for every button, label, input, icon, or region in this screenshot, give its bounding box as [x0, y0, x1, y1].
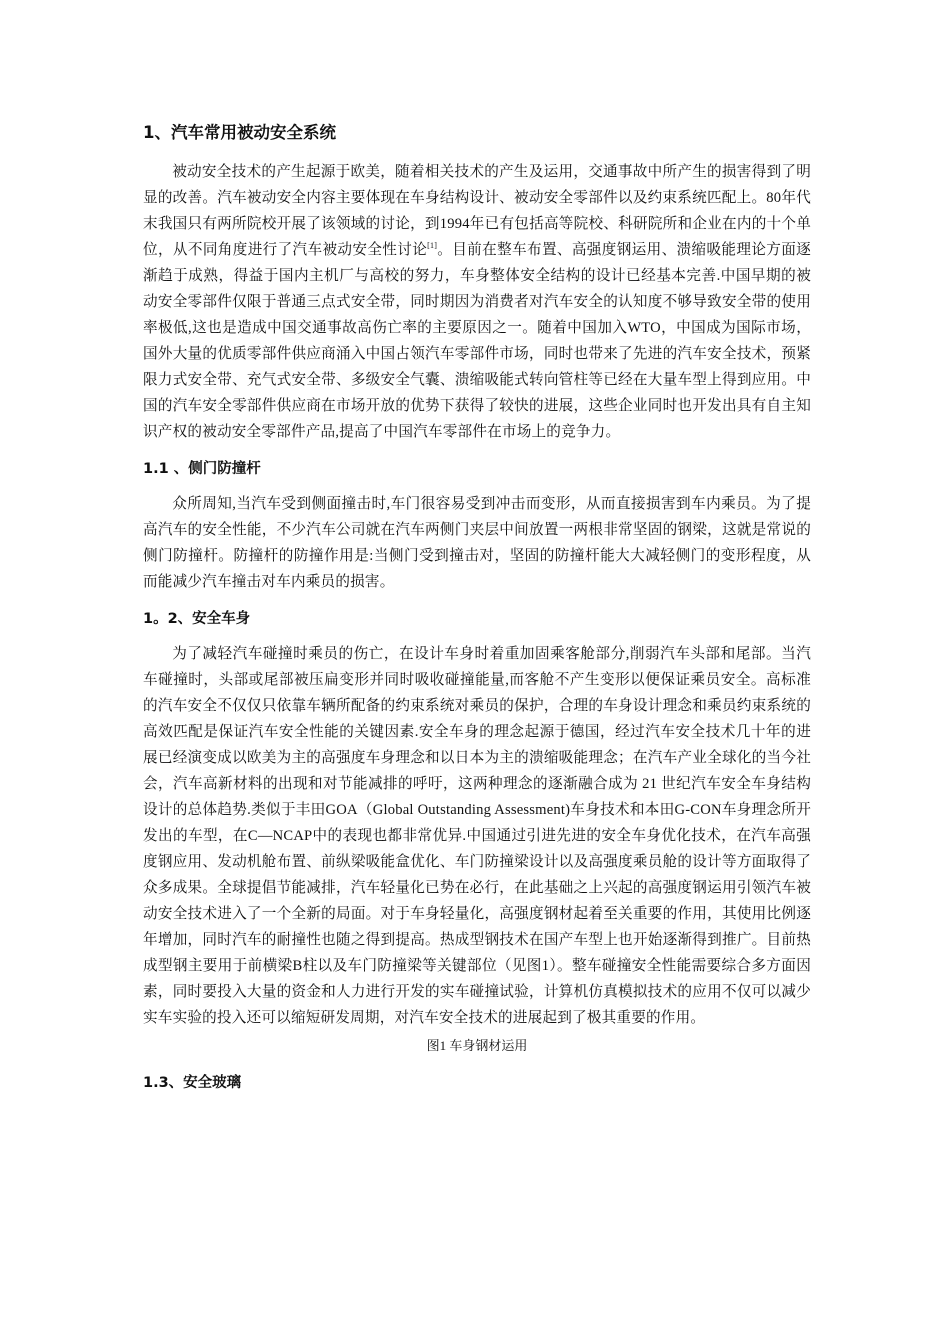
subsection-title: 1。2、安全车身 — [143, 611, 251, 627]
section-title: 1、汽车常用被动安全系统 — [143, 123, 336, 142]
body-paragraph: 为了减轻汽车碰撞时乘员的伤亡，在设计车身时着重加固乘客舱部分,削弱汽车头部和尾部。当汽车碰撞时，头部或尾部被压扁变形并同时吸收碰撞能量,而客舱不产生变形以便保证乘员安全。高标准的汽车安全不仅仅只依靠车辆所配备的约束系统对乘员的保护，合理的车身设计理念和乘员约束系统的高效匹配是保证汽车安全性能的关键因素.安全车身的理念起源于德国，经过汽车安全技术几十年的进展已经演变成以欧美为主的高强度车身理念和以日本为主的溃缩吸能理念；在汽车产业全球化的当今社会，汽车高新材料的出现和对节能减排的呼吁，这两种理念的逐渐融合成为 21 世纪汽车安全车身结构设计的总体趋势.类似于丰田GOA（Global Outstanding Assessment)车身技术和本田G-CON车身理念所开发出的车型，在C—NCAP中的表现也都非常优异.中国通过引进先进的安全车身优化技术，在汽车高强度钢应用、发动机舱布置、前纵梁吸能盒优化、车门防撞梁设计以及高强度乘员舱的设计等方面取得了众多成果。全球提倡节能减排，汽车轻量化已势在必行，在此基础之上兴起的高强度钢运用引领汽车被动安全技术进入了一个全新的局面。对于车身轻量化，高强度钢材起着至关重要的作用，其使用比例逐年增加，同时汽车的耐撞性也随之得到提高。热成型钢技术在国产车型上也开始逐渐得到推广。目前热成型钢主要用于前横梁B柱以及车门防撞梁等关键部位（见图1）。整车碰撞安全性能需要综合多方面因素，同时要投入大量的资金和人力进行开发的实车碰撞试验，计算机仿真模拟技术的应用不仅可以减少实车实验的投入还可以缩短研发周期，对汽车安全技术的进展起到了极其重要的作用。 — [143, 646, 811, 1026]
figure-caption: 图1 车身钢材运用 — [426, 1038, 528, 1053]
citation-reference: [1] — [427, 241, 438, 251]
paragraph-text: 。目前在整车布置、高强度钢运用、溃缩吸能理论方面逐渐趋于成熟，得益于国内主机厂与高校的努力，车身整体安全结构的设计已经基本完善.中国早期的被动安全零部件仅限于普通三点式安全带，同时期因为消费者对汽车安全的认知度不够导致安全带的使用率极低,这也是造成中国交通事故高伤亡率的主要原因之一。随着中国加入WTO，中国成为国际市场，国外大量的优质零部件供应商涌入中国占领汽车零部件市场，同时也带来了先进的汽车安全技术，预紧限力式安全带、充气式安全带、多级安全气囊、溃缩吸能式转向管柱等已经在大量车型上得到应用。中国的汽车安全零部件供应商在市场开放的优势下获得了较快的进展，这些企业同时也开发出具有自主知识产权的被动安全零部件产品,提高了中国汽车零部件在市场上的竞争力。 — [143, 242, 811, 440]
body-paragraph — [143, 159, 811, 445]
document-body — [143, 120, 811, 1105]
subsection-title: 1.1 、侧门防撞杆 — [143, 461, 261, 477]
paragraph-text: 被动安全技术的产生起源于欧美，随着相关技术的产生及运用，交通事故中所产生的损害得到了明显的改善。汽车被动安全内容主要体现在车身结构设计、被动安全零部件以及约束系统匹配上。80年代末我国只有两所院校开展了该领域的讨论，到1994年已有包括高等院校、科研院所和企业在内的十个单位，从不同角度进行了汽车被动安全性讨论 — [143, 164, 811, 258]
subsection-title: 1.3、安全玻璃 — [143, 1075, 242, 1091]
body-paragraph: 众所周知,当汽车受到侧面撞击时,车门很容易受到冲击而变形，从而直接损害到车内乘员。为了提高汽车的安全性能，不少汽车公司就在汽车两侧门夹层中间放置一两根非常坚固的钢梁，这就是常说的侧门防撞杆。防撞杆的防撞作用是:当侧门受到撞击对，坚固的防撞杆能大大减轻侧门的变形程度，从而能减少汽车撞击对车内乘员的损害。 — [143, 496, 811, 590]
